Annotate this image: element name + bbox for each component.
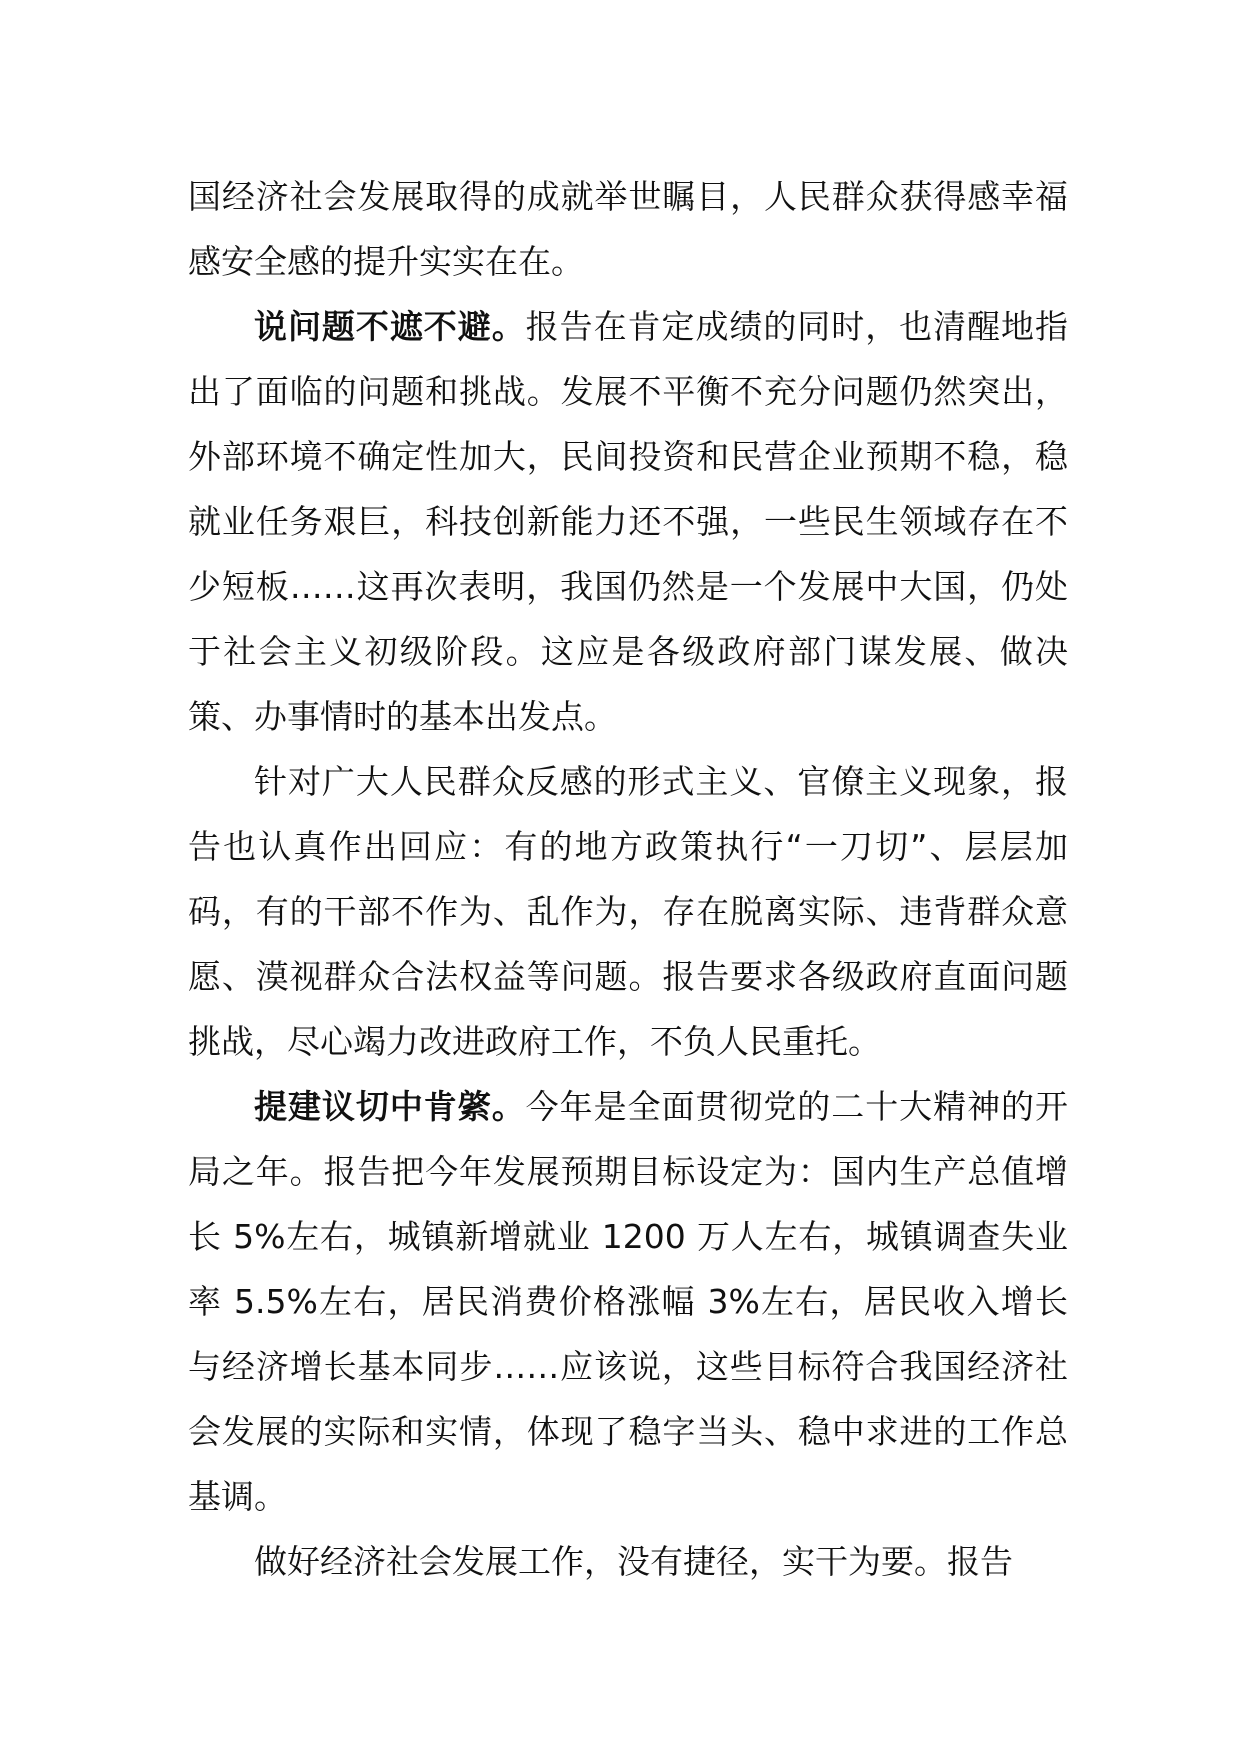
paragraph-4	[188, 1074, 1068, 1529]
paragraph-1-text: 国经济社会发展取得的成就举世瞩目，人民群众获得感幸福感安全感的提升实实在在。	[188, 177, 1068, 281]
paragraph-2-text: 报告在肯定成绩的同时，也清醒地指出了面临的问题和挑战。发展不平衡不充分问题仍然突出，外部环境不确定性加大，民间投资和民营企业预期不稳，稳就业任务艰巨，科技创新能力还不强，一些民生领域存在不少短板……这再次表明，我国仍然是一个发展中大国，仍处于社会主义初级阶段。这应是各级政府部门谋发展、做决策、办事情时的基本出发点。	[188, 307, 1069, 736]
paragraph-2-lead: 说问题不遮不避。	[254, 307, 526, 346]
paragraph-3-text: 针对广大人民群众反感的形式主义、官僚主义现象，报告也认真作出回应：有的地方政策执行“一刀切”、层层加码，有的干部不作为、乱作为，存在脱离实际、违背群众意愿、漠视群众合法权益等问题。报告要求各级政府直面问题挑战，尽心竭力改进政府工作，不负人民重托。	[188, 762, 1068, 1061]
paragraph-5-text: 做好经济社会发展工作，没有捷径，实干为要。报告	[254, 1542, 1013, 1581]
paragraph-4-lead: 提建议切中肯綮。	[254, 1087, 526, 1126]
body-text	[188, 164, 1068, 1594]
paragraph-2	[188, 294, 1068, 749]
paragraph-3	[188, 749, 1068, 1074]
paragraph-1	[188, 164, 1068, 294]
paragraph-4-text: 今年是全面贯彻党的二十大精神的开局之年。报告把今年发展预期目标设定为：国内生产总值增长 5%左右，城镇新增就业 1200 万人左右，城镇调查失业率 5.5%左右，居民消费价格涨幅 3%左右，居民收入增长与经济增长基本同步……应该说，这些目标符合我国经济社会发展的实际和实情，体现了稳字当头、稳中求进的工作总基调。	[188, 1087, 1069, 1516]
paragraph-5	[188, 1529, 1068, 1594]
